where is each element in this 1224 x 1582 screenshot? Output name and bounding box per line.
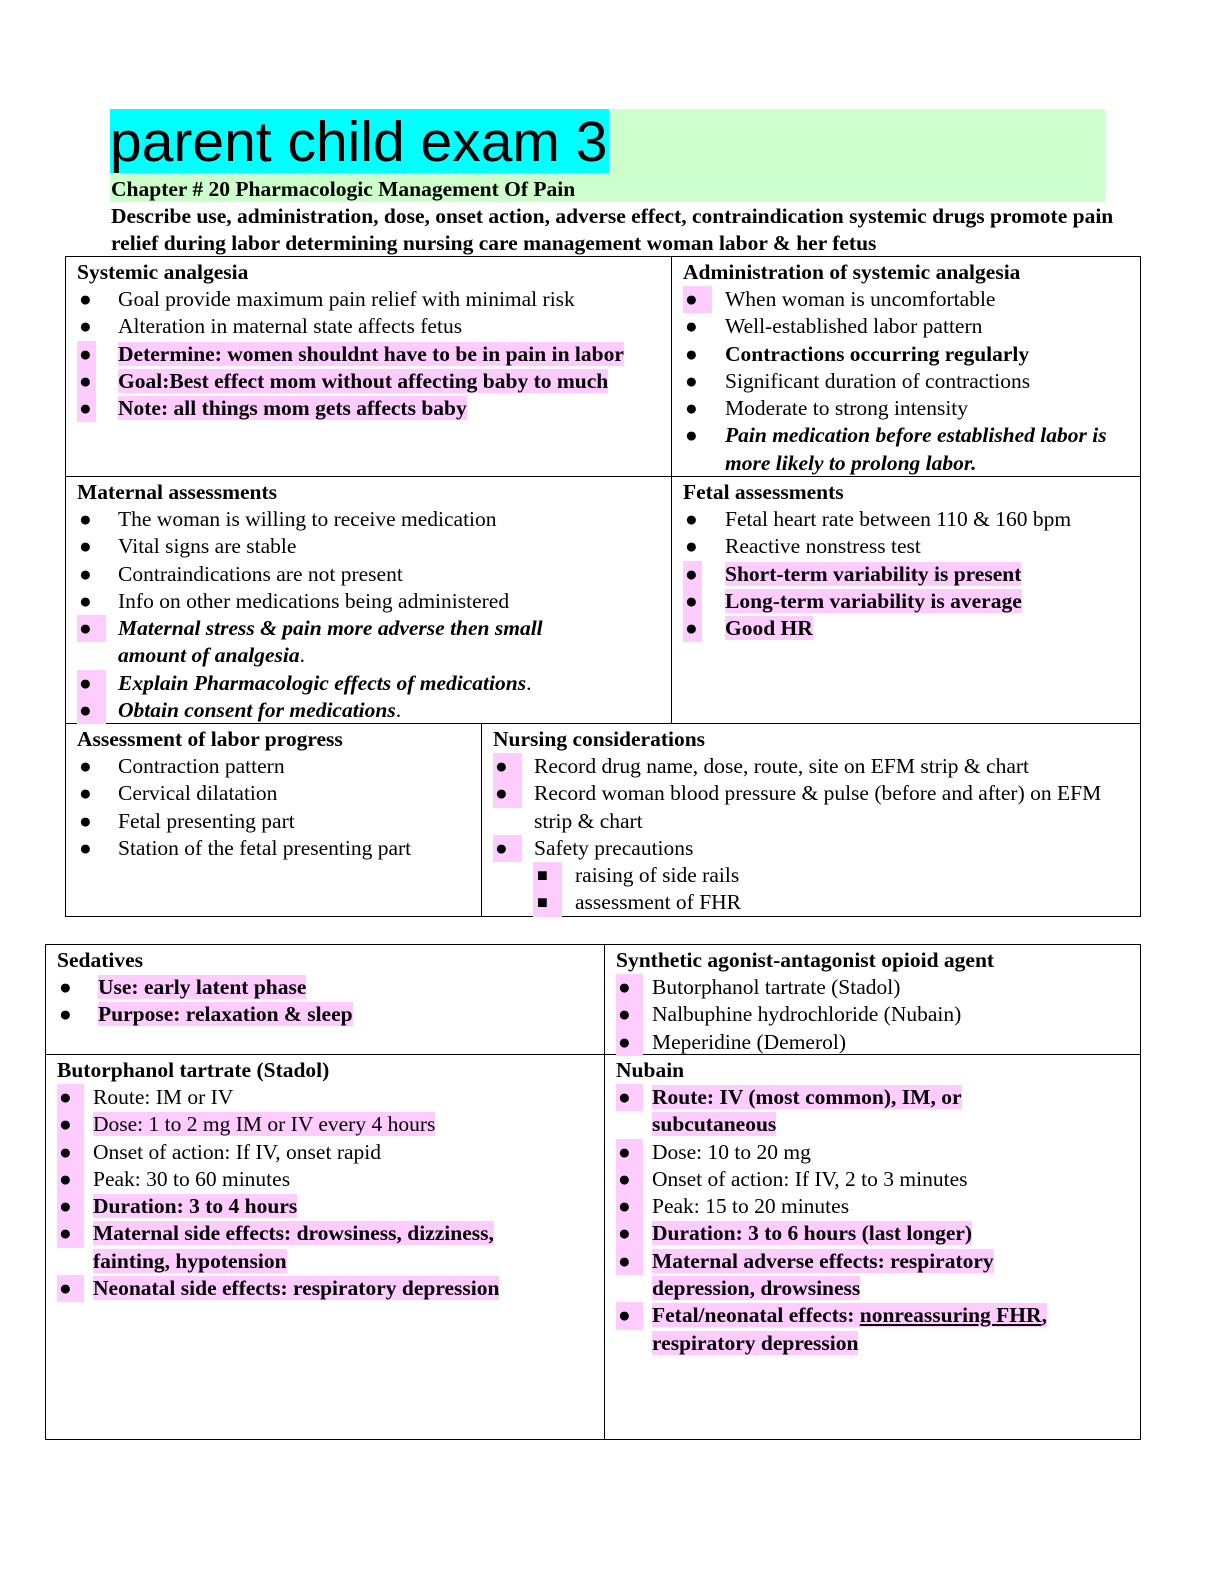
bullet-icon: ● xyxy=(79,588,92,613)
cell-nubain xyxy=(616,1057,1138,1357)
cell-administration xyxy=(683,259,1138,477)
bullet-icon: ● xyxy=(493,780,522,807)
bullet-icon: ● xyxy=(57,1139,84,1166)
cell-heading: Assessment of labor progress xyxy=(77,727,343,751)
bullet-icon: ● xyxy=(683,286,712,313)
list-item: ● Record drug name, dose, route, site on EFM strip & chart xyxy=(493,753,1138,780)
bullet-icon: ● xyxy=(77,615,106,642)
list-item: ● Dose: 1 to 2 mg IM or IV every 4 hours xyxy=(57,1111,602,1138)
bullet-icon: ● xyxy=(79,314,92,339)
cell-maternal-assessments xyxy=(77,479,669,724)
bullet-icon: ● xyxy=(616,1248,643,1275)
bullet-icon: ● xyxy=(59,975,72,999)
sub-list-item: ■ raising of side rails xyxy=(493,862,1138,889)
bullet-icon: ● xyxy=(77,368,96,395)
cell-heading: Nubain xyxy=(616,1058,685,1082)
cell-heading: Synthetic agonist-antagonist opioid agent xyxy=(616,948,995,972)
list-item: ● Maternal side effects: drowsiness, dizziness, fainting, hypotension xyxy=(59,1221,494,1273)
list-item: ● Well-established labor pattern xyxy=(683,313,1138,340)
list-item: ● Moderate to strong intensity xyxy=(683,395,1138,422)
cell-sedatives xyxy=(57,947,602,1029)
list-item: ● Fetal presenting part xyxy=(77,808,479,835)
bullet-icon: ● xyxy=(616,1166,643,1193)
bullet-icon: ● xyxy=(685,341,698,366)
bullet-icon: ● xyxy=(77,670,106,697)
sub-list-item: ■ assessment of FHR xyxy=(493,889,1138,916)
list-item: ● Obtain consent for medications. xyxy=(77,697,669,724)
list-item: ● Nalbuphine hydrochloride (Nubain) xyxy=(616,1001,1138,1028)
list-item: ● Fetal heart rate between 110 & 160 bpm xyxy=(683,506,1138,533)
list-item: ● Peak: 15 to 20 minutes xyxy=(616,1193,1138,1220)
list-item: ● Duration: 3 to 6 hours (last longer) xyxy=(616,1220,1138,1247)
list-item: ● Long-term variability is average xyxy=(683,588,1138,615)
bullet-icon: ● xyxy=(57,1220,84,1247)
list-item: ● Cervical dilatation xyxy=(77,780,479,807)
bullet-icon: ● xyxy=(685,314,698,339)
list-item: ● Duration: 3 to 4 hours xyxy=(57,1193,602,1220)
list-item: ● Peak: 30 to 60 minutes xyxy=(57,1166,602,1193)
cell-fetal-assessments xyxy=(683,479,1138,642)
bullet-icon: ● xyxy=(79,835,92,860)
bullet-icon: ● xyxy=(79,287,92,311)
square-bullet-icon: ■ xyxy=(533,862,562,889)
cell-synthetic-opioid xyxy=(616,947,1138,1056)
bullet-icon: ● xyxy=(77,697,106,724)
list-item: ● Alteration in maternal state affects fetus xyxy=(77,313,669,340)
bullet-icon: ● xyxy=(79,561,92,586)
bullet-icon: ● xyxy=(77,395,96,422)
bullet-icon: ● xyxy=(616,1029,643,1056)
list-item: ● Contraction pattern xyxy=(77,753,479,780)
bullet-icon: ● xyxy=(79,754,92,778)
cell-systemic-analgesia xyxy=(77,259,669,422)
bullet-icon: ● xyxy=(685,507,698,531)
square-bullet-icon: ■ xyxy=(533,889,562,916)
cell-butorphanol xyxy=(57,1057,602,1302)
list-item: ● Meperidine (Demerol) xyxy=(616,1029,1138,1056)
bullet-icon: ● xyxy=(616,1001,643,1028)
list-item: ● Route: IM or IV xyxy=(57,1084,602,1111)
bullet-icon: ● xyxy=(57,1111,84,1138)
cell-labor-progress xyxy=(77,726,479,862)
bullet-icon: ● xyxy=(616,1139,643,1166)
list-item: ● Reactive nonstress test xyxy=(683,533,1138,560)
bullet-icon: ● xyxy=(79,781,92,806)
bullet-icon: ● xyxy=(685,534,698,559)
list-item: ● Short-term variability is present xyxy=(683,561,1138,588)
list-item: ● Significant duration of contractions xyxy=(683,368,1138,395)
cell-nursing-considerations xyxy=(493,726,1138,917)
list-item: ● Pain medication before established labor is more likely to prolong labor. xyxy=(685,423,1107,475)
list-item: ● Butorphanol tartrate (Stadol) xyxy=(616,974,1138,1001)
list-item: ● Contractions occurring regularly xyxy=(683,341,1138,368)
list-item: ● Route: IV (most common), IM, or subcutaneous xyxy=(618,1085,962,1137)
cell-heading: Administration of systemic analgesia xyxy=(683,260,1021,284)
bullet-icon: ● xyxy=(685,368,698,393)
bullet-icon: ● xyxy=(57,1275,84,1302)
list-item: ● Neonatal side effects: respiratory depression xyxy=(57,1275,602,1302)
list-item: ● Good HR xyxy=(683,615,1138,642)
cell-heading: Systemic analgesia xyxy=(77,260,249,284)
bullet-icon: ● xyxy=(493,753,522,780)
bullet-icon: ● xyxy=(79,507,92,531)
bullet-icon: ● xyxy=(685,396,698,421)
bullet-icon: ● xyxy=(493,835,522,862)
list-item: ● Note: all things mom gets affects baby xyxy=(77,395,669,422)
list-item: ● When woman is uncomfortable xyxy=(683,286,1138,313)
list-item: ● Purpose: relaxation & sleep xyxy=(57,1001,602,1028)
cell-heading: Nursing considerations xyxy=(493,727,706,751)
list-item: ● Safety precautions xyxy=(493,835,1138,862)
list-item: ● Determine: women shouldnt have to be in pain in labor xyxy=(77,341,626,368)
bullet-icon: ● xyxy=(685,423,698,448)
bullet-icon: ● xyxy=(616,1302,643,1329)
cell-heading: Butorphanol tartrate (Stadol) xyxy=(57,1058,330,1082)
list-item: ● Onset of action: If IV, 2 to 3 minutes xyxy=(616,1166,1138,1193)
list-item: ● Use: early latent phase xyxy=(57,974,602,1001)
bullet-icon: ● xyxy=(57,1166,84,1193)
bullet-icon: ● xyxy=(59,1002,72,1027)
bullet-icon: ● xyxy=(683,588,702,615)
list-item: ● Station of the fetal presenting part xyxy=(77,835,479,862)
bullet-icon: ● xyxy=(616,974,643,1001)
list-item: ● Info on other medications being administered xyxy=(77,588,669,615)
bullet-icon: ● xyxy=(79,808,92,833)
cell-heading: Sedatives xyxy=(57,948,143,972)
bullet-icon: ● xyxy=(683,615,702,642)
chapter-heading: Chapter # 20 Pharmacologic Management Of Pain xyxy=(111,177,576,201)
cell-heading: Fetal assessments xyxy=(683,480,844,504)
table-divider xyxy=(671,256,672,724)
list-item: ● Maternal adverse effects: respiratory depression, drowsiness xyxy=(618,1248,994,1301)
list-item: ● Onset of action: If IV, onset rapid xyxy=(57,1139,602,1166)
bullet-icon: ● xyxy=(77,341,96,368)
bullet-icon: ● xyxy=(683,561,702,588)
cell-heading: Maternal assessments xyxy=(77,480,278,504)
list-item: ● Fetal/neonatal effects: nonreassuring FHR, respiratory depression xyxy=(618,1303,1047,1355)
bullet-icon: ● xyxy=(79,534,92,559)
table-divider xyxy=(481,723,482,917)
list-item: ● Maternal stress & pain more adverse then small amount of analgesia. xyxy=(79,616,543,668)
list-item: ● Goal provide maximum pain relief with minimal risk xyxy=(77,286,669,313)
list-item: ● The woman is willing to receive medication xyxy=(77,506,669,533)
bullet-icon: ● xyxy=(57,1084,84,1111)
list-item: ● Dose: 10 to 20 mg xyxy=(616,1139,1138,1166)
list-item: ● Record woman blood pressure & pulse (before and after) on EFM strip & chart xyxy=(495,781,1102,833)
list-item: ● Explain Pharmacologic effects of medications. xyxy=(77,670,669,697)
learning-objective: Describe use, administration, dose, onset action, adverse effect, contraindication systemic drugs promote pain relief during labor determining nursing care management woman labor & her fetus xyxy=(111,204,1114,255)
bullet-icon: ● xyxy=(57,1193,84,1220)
bullet-icon: ● xyxy=(616,1193,643,1220)
bullet-icon: ● xyxy=(616,1084,643,1111)
list-item: ● Goal:Best effect mom without affecting baby to much xyxy=(77,368,669,395)
bullet-icon: ● xyxy=(616,1220,643,1247)
list-item: ● Contraindications are not present xyxy=(77,561,669,588)
table-divider xyxy=(604,944,605,1440)
list-item: ● Vital signs are stable xyxy=(77,533,669,560)
page-title: parent child exam 3 xyxy=(110,110,608,174)
